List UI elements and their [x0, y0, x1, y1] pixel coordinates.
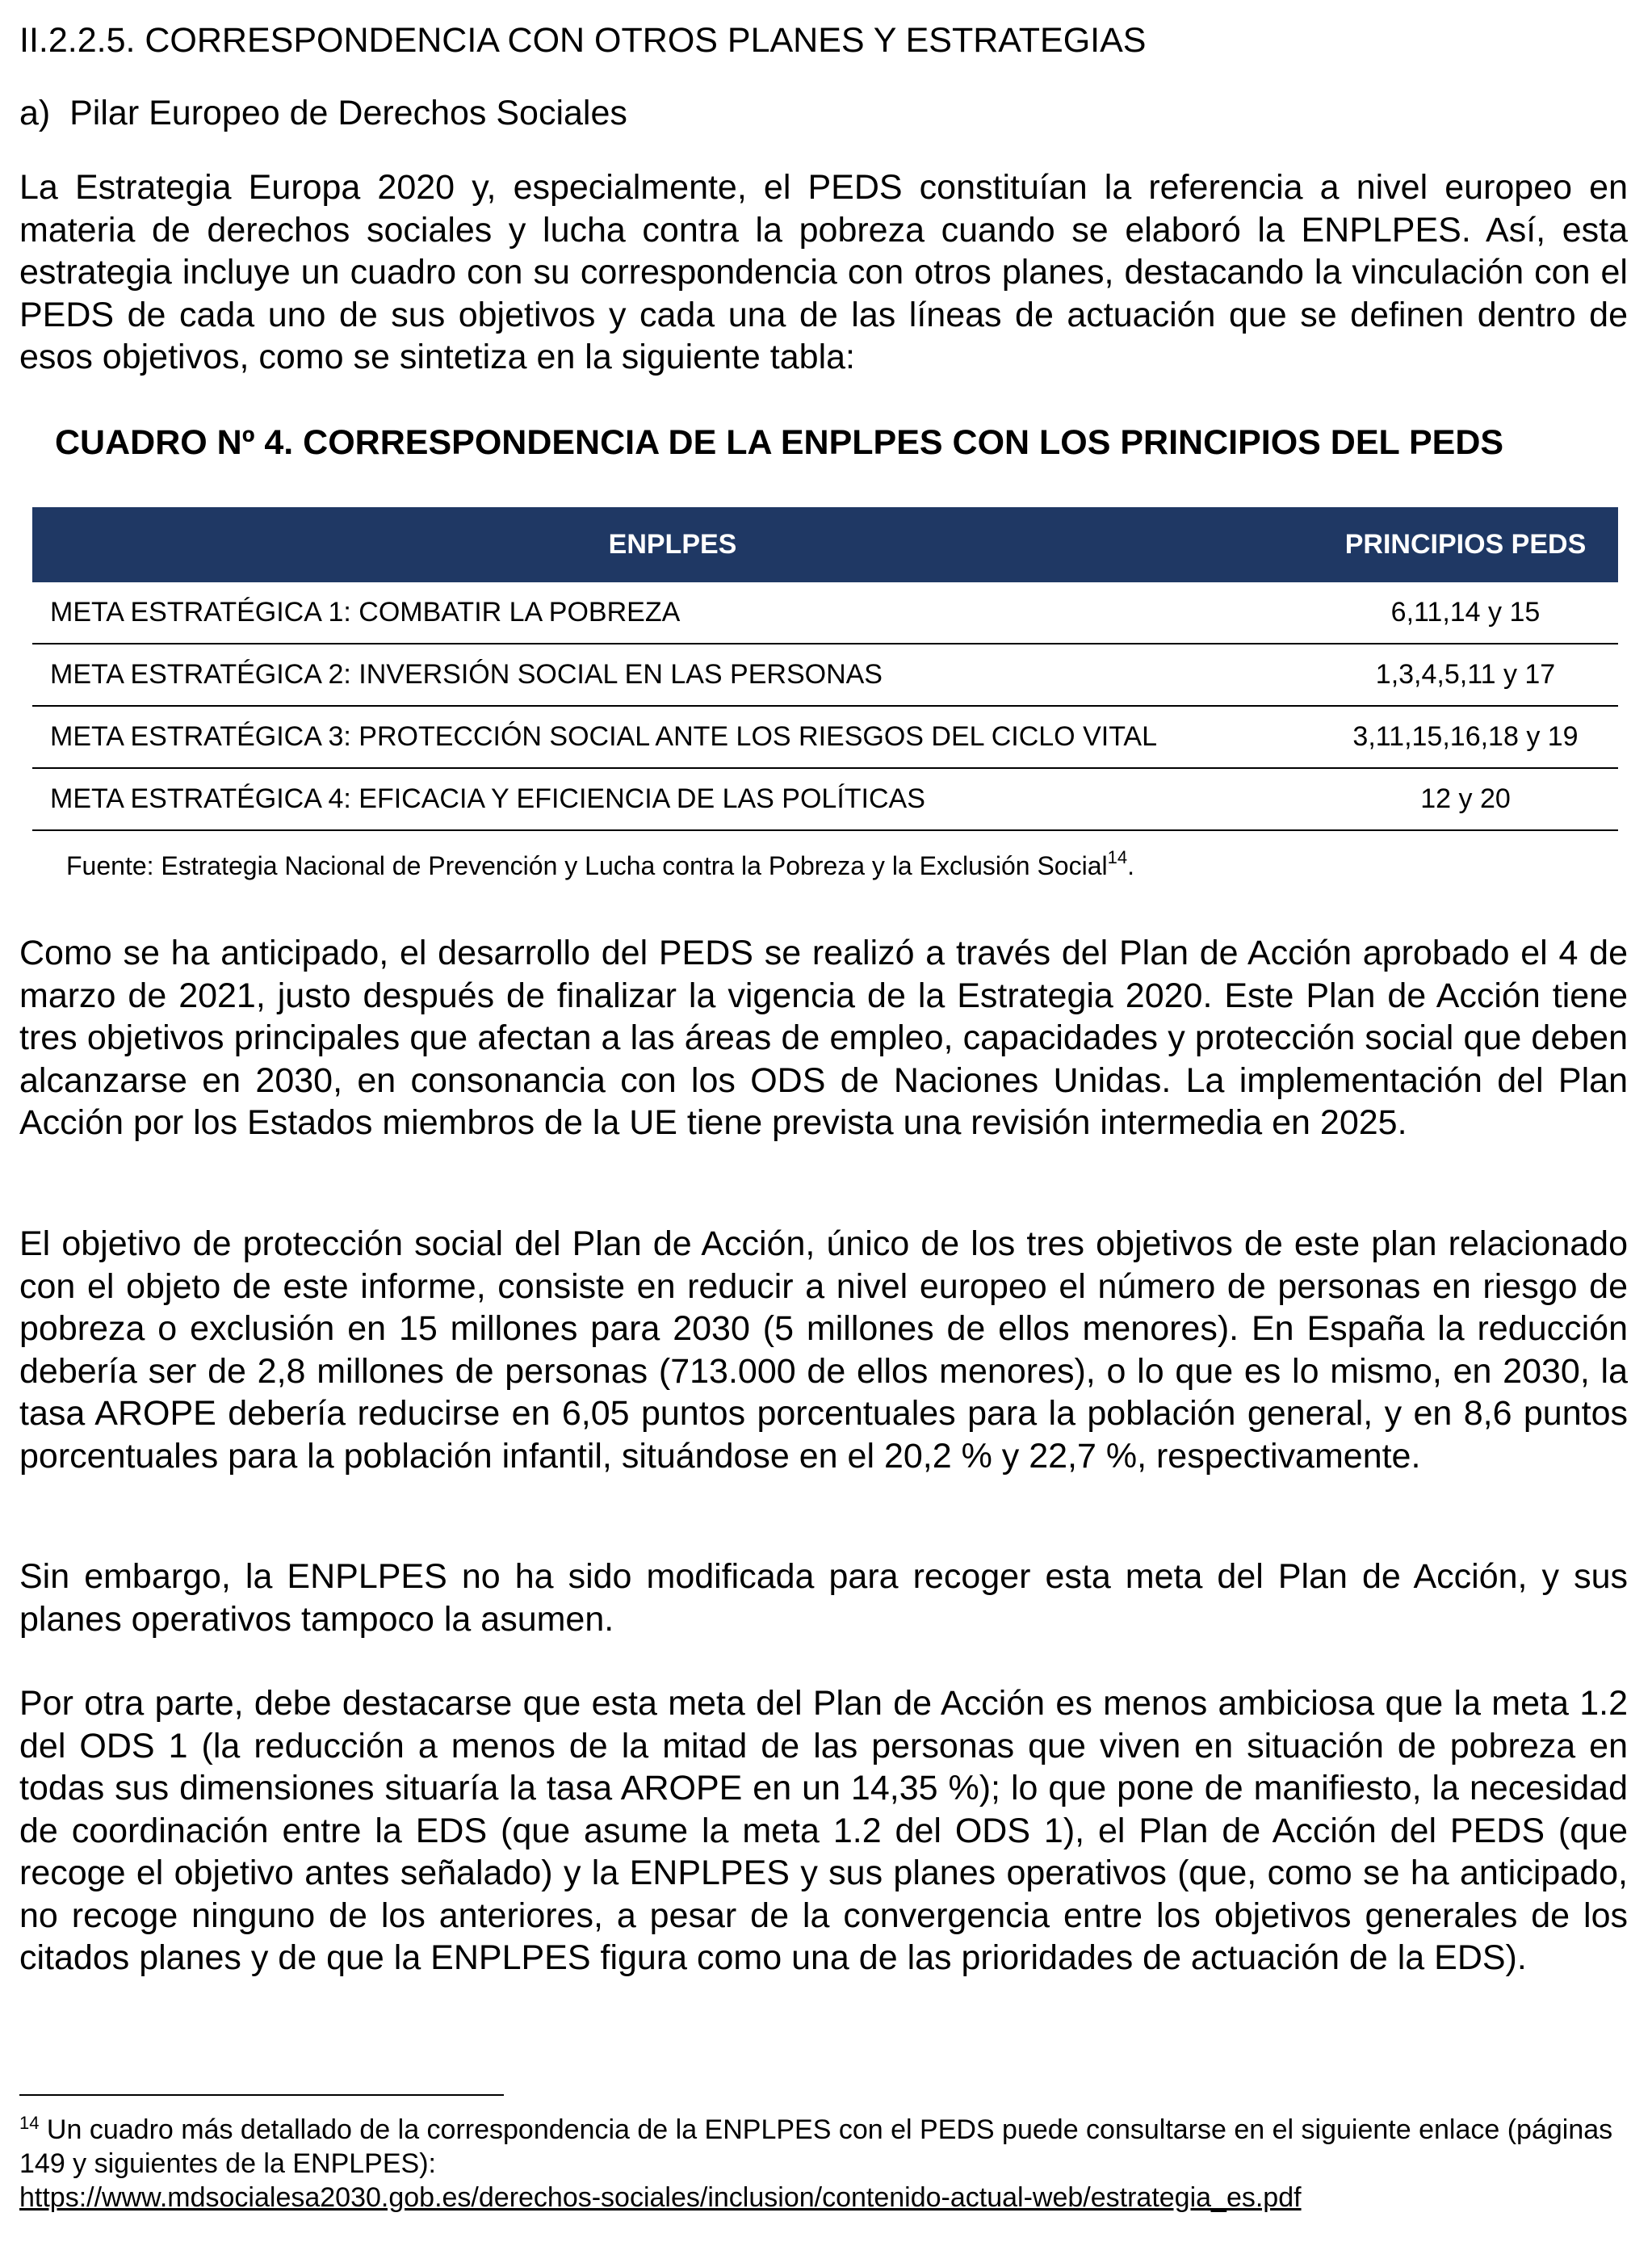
paragraph-1: La Estrategia Europa 2020 y, especialmente, el PEDS constituían la referencia a nivel europeo en materia de derechos sociales y lucha contra la pobreza cuando se elaboró la ENPLPES. Así, esta estrategia incluye un cuadro con su correspondencia con otros planes, destacando la vinculación con el PEDS de cada uno de sus objetivos y cada una de las líneas de actuación que se definen dentro de esos objetivos, como se sintetiza en la siguiente tabla:: [19, 168, 1628, 376]
footnote-link[interactable]: https://www.mdsocialesa2030.gob.es/derechos-sociales/inclusion/contenido-actual-web/estrategia_es.pdf: [19, 2182, 1302, 2213]
paragraph-5: Por otra parte, debe destacarse que esta meta del Plan de Acción es menos ambiciosa que la meta 1.2 del ODS 1 (la reducción a menos de la mitad de las personas que viven en situación de pobreza en todas sus dimensiones situaría la tasa AROPE en un 14,35 %); lo que pone de manifiesto, la necesidad de coordinación entre la EDS (que asume la meta 1.2 del ODS 1), el Plan de Acción del PEDS (que recoge el objetivo antes señalado) y la ENPLPES y sus planes operativos (que, como se ha anticipado, no recoge ninguno de los anteriores, a pesar de la convergencia entre los objetivos generales de los citados planes y de que la ENPLPES figura como una de las prioridades de actuación de la EDS).: [19, 1684, 1628, 1977]
row-principles-cell: 6,11,14 y 15: [1313, 582, 1618, 644]
table-title: CUADRO Nº 4. CORRESPONDENCIA DE LA ENPLPES CON LOS PRINCIPIOS DEL PEDS: [55, 423, 1504, 462]
row-principles-cell: 3,11,15,16,18 y 19: [1313, 706, 1618, 768]
footnote-number: 14: [19, 2113, 40, 2133]
source-end: .: [1127, 851, 1134, 880]
row-goal-cell: META ESTRATÉGICA 2: INVERSIÓN SOCIAL EN LAS PERSONAS: [32, 644, 1313, 706]
sub-heading: a) Pilar Europeo de Derechos Sociales: [19, 94, 627, 132]
table-header-row: [32, 507, 1618, 582]
footnote: [19, 2113, 1628, 2215]
footnote-reference[interactable]: 14: [1107, 847, 1128, 867]
source-text: Fuente: Estrategia Nacional de Prevención y Lucha contra la Pobreza y la Exclusión Social: [66, 851, 1108, 880]
row-principles-cell: 12 y 20: [1313, 768, 1618, 830]
footnote-divider: [19, 2094, 504, 2096]
paragraph-3: El objetivo de protección social del Plan de Acción, único de los tres objetivos de este plan relacionado con el objeto de este informe, consiste en reducir a nivel europeo el número de personas en riesgo de pobreza o exclusión en 15 millones para 2030 (5 millones de ellos menores). En España la reducción debería ser de 2,8 millones de personas (713.000 de ellos menores), o lo que es lo mismo, en 2030, la tasa AROPE debería reducirse en 6,05 puntos porcentuales para la población general, y en 8,6 puntos porcentuales para la población infantil, situándose en el 20,2 % y 22,7 %, respectivamente.: [19, 1224, 1628, 1476]
table-row: [32, 768, 1618, 830]
table-source: [66, 847, 1134, 882]
row-goal-cell: META ESTRATÉGICA 4: EFICACIA Y EFICIENCIA DE LAS POLÍTICAS: [32, 768, 1313, 830]
row-goal-cell: META ESTRATÉGICA 1: COMBATIR LA POBREZA: [32, 582, 1313, 644]
table-row: [32, 582, 1618, 644]
row-principles-cell: 1,3,4,5,11 y 17: [1313, 644, 1618, 706]
table-row: [32, 644, 1618, 706]
correspondence-table: [32, 507, 1618, 831]
header-principios-peds: PRINCIPIOS PEDS: [1313, 507, 1618, 582]
footnote-text: Un cuadro más detallado de la correspondencia de la ENPLPES con el PEDS puede consultarse en el siguiente enlace (páginas 149 y siguientes de la ENPLPES):: [19, 2114, 1613, 2179]
paragraph-4: Sin embargo, la ENPLPES no ha sido modificada para recoger esta meta del Plan de Acción, y sus planes operativos tampoco la asumen.: [19, 1557, 1628, 1639]
header-enplpes: ENPLPES: [32, 507, 1313, 582]
table-row: [32, 706, 1618, 768]
section-heading: II.2.2.5. CORRESPONDENCIA CON OTROS PLANES Y ESTRATEGIAS: [19, 21, 1147, 60]
row-goal-cell: META ESTRATÉGICA 3: PROTECCIÓN SOCIAL ANTE LOS RIESGOS DEL CICLO VITAL: [32, 706, 1313, 768]
paragraph-2: Como se ha anticipado, el desarrollo del PEDS se realizó a través del Plan de Acción aprobado el 4 de marzo de 2021, justo después de finalizar la vigencia de la Estrategia 2020. Este Plan de Acción tiene tres objetivos principales que afectan a las áreas de empleo, capacidades y protección social que deben alcanzarse en 2030, en consonancia con los ODS de Naciones Unidas. La implementación del Plan Acción por los Estados miembros de la UE tiene prevista una revisión intermedia en 2025.: [19, 934, 1628, 1142]
